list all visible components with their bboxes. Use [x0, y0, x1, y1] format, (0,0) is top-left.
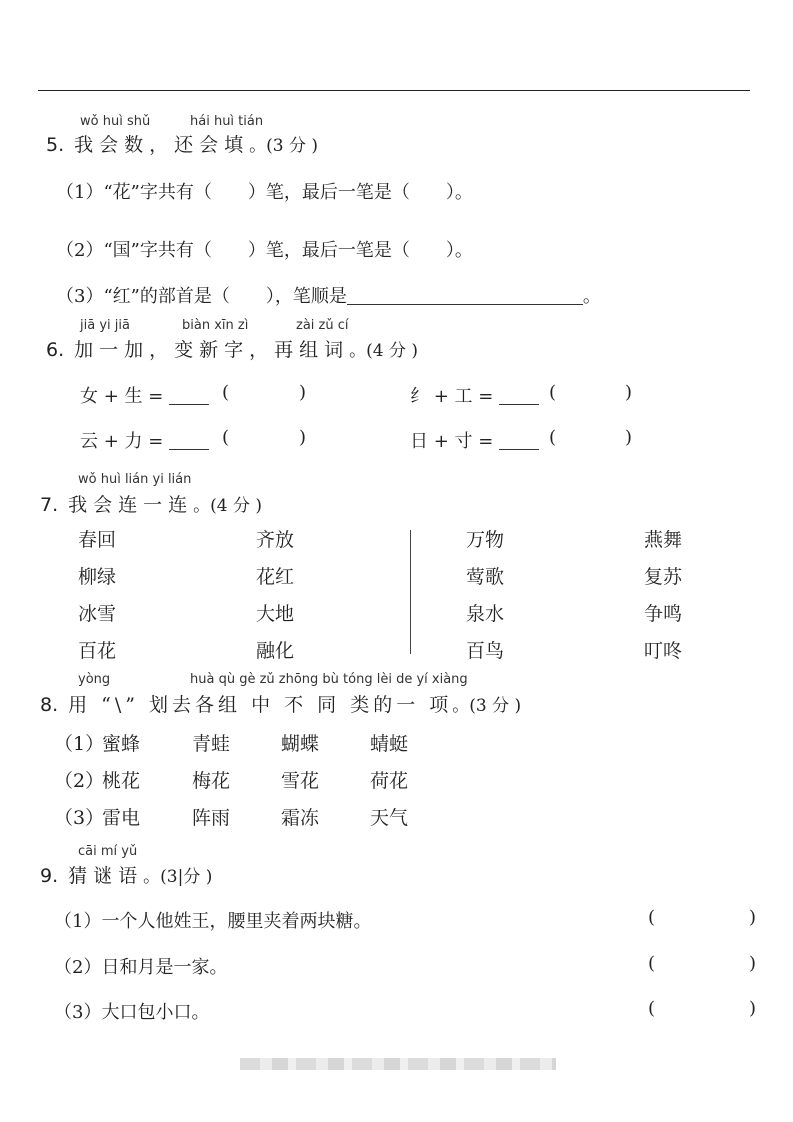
q5-pinyin-2: hái huì tián — [190, 114, 264, 129]
q9-item-3-close: ) — [749, 998, 757, 1019]
q5-item-2-text-c: ）。 — [445, 240, 473, 261]
q6-eq-1-close: ) — [299, 382, 307, 403]
q8-row-1-word[interactable]: 蝴蝶 — [281, 733, 320, 755]
q8-row-1-word[interactable]: 蜻蜓 — [370, 733, 409, 755]
q5-item-2-text-a: （2）“国”字共有（ — [56, 240, 212, 261]
q6-pinyin-2: biàn xīn zì — [182, 318, 249, 333]
q8-row-1-word[interactable]: 蜜蜂 — [102, 733, 141, 755]
q9-item-3-answer-blank[interactable] — [660, 998, 744, 1020]
q8-score: 。(3 分 ) — [452, 696, 522, 716]
q8-row-1-word[interactable]: 青蛙 — [192, 733, 231, 755]
q7-col4-word[interactable]: 燕舞 — [644, 529, 683, 551]
q7-col2-word[interactable]: 花红 — [256, 566, 295, 588]
q6-eq-2-close: ) — [625, 382, 633, 403]
q8-row-2-word[interactable]: 桃花 — [102, 770, 141, 792]
q8-row-3-word[interactable]: 霜冻 — [281, 807, 320, 829]
q7-score: 。(4 分 ) — [193, 496, 263, 516]
q7-col1-word[interactable]: 百花 — [78, 640, 117, 662]
q9-item-2-close: ) — [749, 953, 757, 974]
q9-item-3-open: ( — [648, 998, 656, 1019]
q9-item-1: （1）一个人他姓王，腰里夹着两块糖。 — [54, 911, 372, 932]
q9-item-3: （3）大口包小口。 — [54, 1002, 210, 1023]
q6-eq-1-open: ( — [222, 382, 230, 403]
q6-pinyin-1: jiā yi jiā — [80, 318, 130, 333]
q8-title-text: 用 “\” 划去各组 中 不 同 类的一 项 — [68, 694, 453, 716]
q7-title-text: 我会连一连 — [68, 494, 194, 516]
q5-item-1-text-a: （1）“花”字共有（ — [56, 182, 212, 203]
q9-item-1-open: ( — [648, 907, 656, 928]
q9-item-2: （2）日和月是一家。 — [54, 957, 228, 978]
q6-eq-1 — [80, 382, 209, 408]
q6-eq-4-text: 日 + 寸 = — [410, 431, 494, 452]
q8-row-2-word[interactable]: 梅花 — [192, 770, 231, 792]
q6-eq-2 — [410, 382, 539, 408]
q6-pinyin-3: zài zǔ cí — [296, 318, 349, 333]
q9-score: 。(3|分 ) — [143, 867, 213, 887]
blurred-footer — [240, 1058, 556, 1070]
q6-title — [46, 335, 418, 362]
q8-pinyin-2: huà qù gè zǔ zhōng bù tóng lèi de yí xiàng — [190, 672, 468, 687]
q9-title-text: 猜谜语 — [68, 865, 144, 887]
q7-col1-word[interactable]: 柳绿 — [78, 566, 117, 588]
q5-item-3-text-a: （3）“红”的部首是（ — [56, 286, 230, 307]
q9-item-1-answer-blank[interactable] — [660, 907, 744, 929]
q7-col3-word[interactable]: 泉水 — [466, 603, 505, 625]
q6-number: 6. — [46, 339, 65, 361]
q7-pinyin: wǒ huì lián yi lián — [78, 472, 192, 487]
q8-number: 8. — [40, 694, 59, 716]
q7-col2-word[interactable]: 大地 — [256, 603, 295, 625]
q8-title — [40, 690, 521, 717]
q7-title — [40, 490, 262, 517]
q8-row-3-label: （3） — [54, 807, 105, 829]
q9-title — [40, 861, 212, 888]
q7-col3-word[interactable]: 万物 — [466, 529, 505, 551]
q6-eq-1-char-blank[interactable] — [169, 386, 209, 405]
q9-item-1-close: ) — [749, 907, 757, 928]
q6-eq-2-open: ( — [549, 382, 557, 403]
q5-item-3-text-b: ），笔顺是 — [265, 286, 347, 307]
q7-col2-word[interactable]: 融化 — [256, 640, 295, 662]
q8-row-2-label: （2） — [54, 770, 105, 792]
q7-col2-word[interactable]: 齐放 — [256, 529, 295, 551]
q6-eq-3-text: 云 + 力 = — [80, 431, 164, 452]
q5-item-3-text-c: 。 — [582, 286, 601, 307]
q6-eq-3-close: ) — [299, 427, 307, 448]
q5-title — [46, 130, 318, 157]
q8-row-2-word[interactable]: 雪花 — [281, 770, 320, 792]
q7-col1-word[interactable]: 春回 — [78, 529, 117, 551]
q8-row-3-word[interactable]: 阵雨 — [192, 807, 231, 829]
q8-pinyin-1: yòng — [78, 672, 111, 687]
q6-eq-1-text: 女 + 生 = — [80, 386, 164, 407]
q6-eq-4-close: ) — [625, 427, 633, 448]
q6-title-text: 加一加，变新字，再组词 — [74, 339, 350, 361]
q7-col1-word[interactable]: 冰雪 — [78, 603, 117, 625]
q6-eq-4-char-blank[interactable] — [499, 431, 539, 450]
q7-col4-word[interactable]: 争鸣 — [644, 603, 683, 625]
q7-col4-word[interactable]: 复苏 — [644, 566, 683, 588]
q5-pinyin-1: wǒ huì shǔ — [80, 114, 151, 129]
q9-number: 9. — [40, 865, 59, 887]
q5-item-2 — [56, 236, 473, 262]
q7-number: 7. — [40, 494, 59, 516]
q6-eq-3 — [80, 427, 209, 453]
q7-divider — [410, 530, 411, 654]
q9-pinyin: cāi mí yǔ — [78, 844, 138, 859]
q5-score: 。(3 分 ) — [249, 136, 319, 156]
header-rule — [38, 90, 750, 91]
q8-row-1-label: （1） — [54, 733, 105, 755]
q6-eq-4-open: ( — [549, 427, 557, 448]
q7-col4-word[interactable]: 叮咚 — [644, 640, 683, 662]
q8-row-3-word[interactable]: 雷电 — [102, 807, 141, 829]
q5-number: 5. — [46, 134, 65, 156]
q7-col3-word[interactable]: 百鸟 — [466, 640, 505, 662]
q6-eq-2-char-blank[interactable] — [499, 386, 539, 405]
q6-eq-4 — [410, 427, 539, 453]
q7-col3-word[interactable]: 莺歌 — [466, 566, 505, 588]
q6-score: 。(4 分 ) — [349, 341, 419, 361]
q6-eq-3-open: ( — [222, 427, 230, 448]
q5-title-text: 我会数，还会填 — [74, 134, 250, 156]
q6-eq-2-text: 纟 + 工 = — [410, 386, 494, 407]
q5-item-1 — [56, 178, 473, 204]
q6-eq-3-char-blank[interactable] — [169, 431, 209, 450]
q5-item-1-text-c: ）。 — [445, 182, 473, 203]
q5-item-3-stroke-order-blank[interactable] — [347, 286, 583, 305]
q5-item-1-text-b: ）笔，最后一笔是（ — [247, 182, 410, 203]
q8-row-2-word[interactable]: 荷花 — [370, 770, 409, 792]
q9-item-2-open: ( — [648, 953, 656, 974]
q5-item-2-text-b: ）笔，最后一笔是（ — [247, 240, 410, 261]
q5-item-3 — [56, 282, 601, 308]
q9-item-2-answer-blank[interactable] — [660, 953, 744, 975]
q8-row-3-word[interactable]: 天气 — [370, 807, 409, 829]
